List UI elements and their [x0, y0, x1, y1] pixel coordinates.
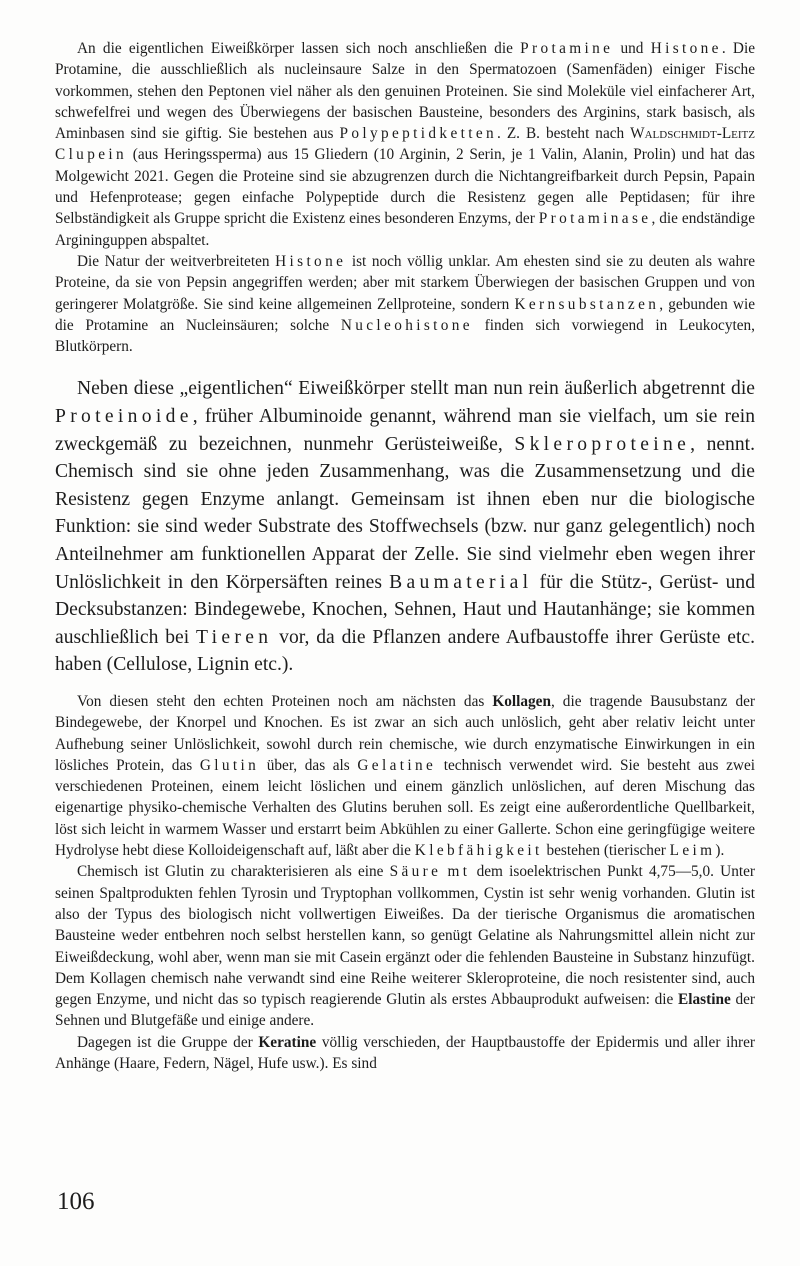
emphasis-clupein: Clupein: [55, 146, 127, 164]
emphasis-klebfaehigkeit: Klebfähigkeit: [414, 842, 543, 860]
text-run: völlig verschieden, der Hauptbaustoffe der Epidermis und aller ihrer Anhänge (Haare, Federn, Nägel, Hufe usw.). Es sind: [55, 1033, 755, 1073]
text-run: , die endständige Argininguppen abspaltet.: [55, 210, 755, 249]
section-proteinoide: [55, 375, 755, 679]
emphasis-protamine: Protamine: [520, 40, 614, 57]
emphasis-histone: Histone: [275, 252, 347, 270]
book-page: [55, 38, 755, 1074]
paragraph-histone: [55, 251, 755, 357]
text-run: vor, da die Pflanzen andere Aufbaustoffe ihrer Gerüste etc. haben (Cellulose, Lignin etc.).: [55, 626, 755, 676]
emphasis-protaminase: Protaminase: [538, 210, 652, 228]
text-run: ist noch völlig unklar. Am ehesten sind sie zu deuten als wahre Proteine, da sie von Pepsin angegriffen werden; aber mit starkem Überwiegen der basischen Gruppen und von geringerer Molatgröße. Sie sind keine allgemeinen Zellproteine, sondern: [55, 252, 755, 313]
text-run: Neben diese „eigentlichen“ Eiweißkörper stellt man nun rein äußerlich abgetrennt die: [77, 378, 755, 400]
emphasis-baumaterial: Baumaterial: [389, 571, 533, 593]
paragraph-protamine: [55, 38, 755, 251]
emphasis-proteinoide: Proteinoide: [55, 406, 193, 428]
text-run: für die Stütz-, Gerüst- und Decksubstanzen: Bindegewebe, Knochen, Sehnen, Haut und Hautanhänge; sie kommen auschließlich bei: [55, 571, 755, 648]
text-run: technisch verwendet wird. Sie besteht aus zwei verschiedenen Proteinen, einem leicht löslichen und einem gänzlich unlöslichen, auf deren Mischung das eigenartige physiko-chemische Verhalten des Glutins beruhen soll. Es zeigt eine außerordentliche Quellbarkeit, löst sich leicht in warmem Wasser und erstarrt beim Abkühlen zu einer Gallerte. Schon eine geringfügige weitere Hydrolyse hebt diese Kolloideigenschaft auf, läßt aber die: [55, 756, 755, 860]
text-run: der Sehnen und Blutgefäße und einige andere.: [55, 991, 756, 1030]
text-run: An die eigentlichen Eiweißkörper lassen sich noch anschließen die: [77, 40, 521, 57]
text-run: dem isoelektrischen Punkt 4,75—5,0. Unter seinen Spaltprodukten fehlen Tyrosin und Tryptophan vollkommen, Cystin ist sehr wenig vorhanden. Glutin ist also der Typus des biologisch nicht vollwertigen Eiweißes. Da der tierische Organismus die aromatischen Bausteine weder entbehren noch selbst herstellen kann, so genügt Gelatine als Nahrungsmittel allein nicht zur Eiweißdeckung, wohl aber, wenn man sie mit Casein ergänzt oder die fehlenden Bausteine in Substanz hinzufügt. Dem Kollagen chemisch nahe verwandt sind eine Reihe weiterer Skleroproteine, die noch resistenter sind, auch gegen Enzyme, und nicht das so typisch reagierende Glutin als erstes Abbauprodukt aufweisen: die: [55, 863, 755, 1009]
text-run: Die Natur der weitverbreiteten: [77, 252, 276, 270]
text-run: Von diesen steht den echten Proteinen noch am nächsten das: [77, 692, 493, 710]
text-run: , früher Albuminoide genannt, während man sie vielfach, um sie rein zweckgemäß zu bezeichnen, nunmehr Gerüsteiweiße,: [55, 406, 755, 455]
paragraph-glutin: [55, 861, 755, 1031]
author-name: Waldschmidt-Leitz: [630, 125, 755, 143]
page-number: 106: [57, 1188, 95, 1215]
emphasis-saeure: Säure: [389, 863, 442, 881]
emphasis-gelatine: Gelatine: [357, 756, 437, 774]
text-run: finden sich vorwiegend in Leukocyten, Blutkörpern.: [55, 316, 755, 356]
bold-elastine: Elastine: [678, 991, 731, 1009]
text-run: ).: [715, 842, 725, 860]
text-run: (aus Heringssperma) aus 15 Gliedern (10 Arginin, 2 Serin, je 1 Valin, Alanin, Prolin) und hat das Molgewicht 2021. Gegen die Proteine sind sie abzugrenzen durch die Nichtangreifbarkeit durch Pepsin, Papain und Hefenprotease; gegen einfache Polypeptide durch die Resistenz gegen alle Peptidasen; für ihre Selbständigkeit als Gruppe spricht die Existenz eines besonderen Enzyms, der: [55, 146, 755, 228]
text-run: , gebunden wie die Protamine an Nucleinsäuren; solche: [55, 295, 756, 334]
paragraph-keratine: [55, 1032, 755, 1075]
emphasis-mt: mt: [447, 863, 471, 881]
text-run: . Z. B. besteht nach: [497, 125, 631, 143]
emphasis-glutin: Glutin: [199, 756, 260, 774]
text-run: . Die Protamine, die ausschließlich als nucleinsaure Salze in den Spermatozoen (Samenfäden) einiger Fische vorkommen, stehen den Peptonen viel näher als den genuinen Proteinen. Sie sind Moleküle viel einfacherer Art, schwefelfrei und wegen des Überwiegens der basischen Bausteine, besonders des Arginins, stark basisch, als Aminbasen sind sie giftig. Sie bestehen aus: [55, 40, 755, 143]
emphasis-kernsubstanzen: Kernsubstanzen: [514, 295, 660, 313]
text-run: Dagegen ist die Gruppe der: [77, 1033, 259, 1051]
bold-kollagen: Kollagen: [492, 692, 551, 710]
emphasis-skleroproteine: Skleroproteine: [514, 433, 691, 455]
text-run: , die tragende Bausubstanz der Bindegewebe, der Knorpel und Knochen. Es ist zwar an sich auch unlöslich, geht aber relativ leicht unter Aufhebung seiner Unlöslichkeit, sowohl durch rein chemische, wie durch enzymatische Einwirkungen in ein lösliches Protein, das: [55, 692, 755, 774]
emphasis-nucleohistone: Nucleohistone: [340, 316, 473, 334]
paragraph-proteinoide: [55, 375, 755, 679]
paragraph-kollagen: [55, 691, 755, 861]
text-run: bestehen (tierischer: [542, 842, 670, 860]
emphasis-leim: Leim: [669, 842, 716, 860]
emphasis-tieren: Tieren: [196, 626, 273, 648]
text-run: über, das als: [259, 756, 358, 774]
section-kollagen: [55, 691, 755, 1074]
text-run: Chemisch ist Glutin zu charakterisieren als eine: [77, 863, 390, 881]
text-run: und: [613, 40, 651, 57]
bold-keratine: Keratine: [258, 1033, 317, 1051]
emphasis-polypeptidketten: Polypeptidketten: [339, 125, 498, 143]
emphasis-histone: Histone: [650, 40, 722, 57]
section-protamine-histone: [55, 38, 755, 357]
text-run: , nennt. Chemisch sind sie ohne jeden Zusammenhang, was die Zusammensetzung und die Resistenz gegen Enzyme anlangt. Gemeinsam ist ihnen eben nur die biologische Funktion: sie sind weder Substrate des Stoffwechsels (bzw. nur ganz gelegentlich) noch Anteilnehmer am funktionellen Apparat der Zelle. Sie sind vielmehr eben wegen ihrer Unlöslichkeit in den Körpersäften reines: [55, 433, 755, 593]
